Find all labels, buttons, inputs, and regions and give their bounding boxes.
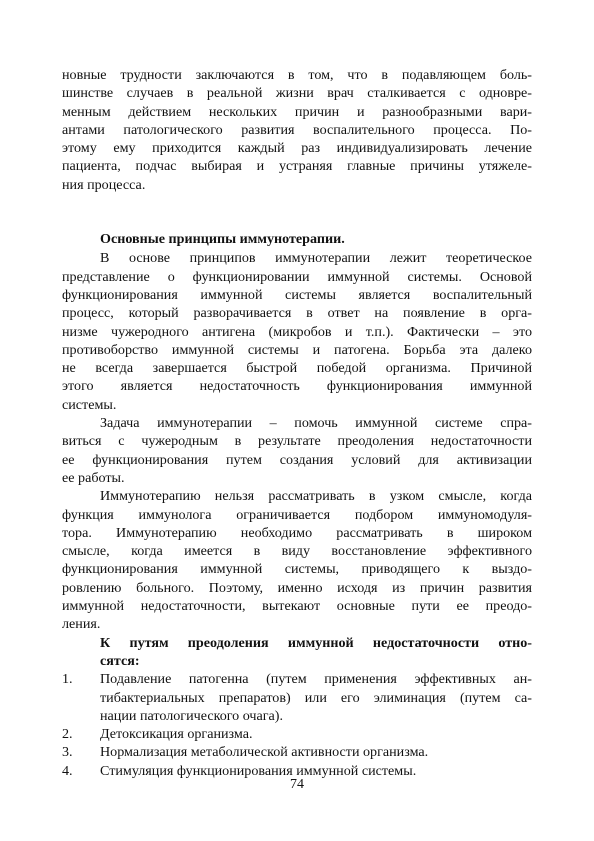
list-item-number: 2.: [62, 726, 73, 743]
text-line: представление о функционировании иммунной системы. Основой: [62, 268, 532, 285]
text-line: этому ему приходится каждый раз индивидуализировать лечение: [62, 140, 532, 157]
text-line: Нормализация метаболической активности организма.: [100, 744, 429, 761]
text-line: не всегда завершается быстрой победой организма. Причиной: [62, 360, 532, 377]
paragraph-immunotherapy: [62, 487, 532, 633]
text-line: Стимуляция функционирования иммунной системы.: [100, 762, 417, 779]
text-line: шинстве случаев в реальной жизни врач сталкивается с одновре-: [62, 85, 532, 102]
text-line: ния процесса.: [62, 176, 146, 193]
numbered-list: [62, 670, 532, 780]
text-line: ее функционирования путем создания условий для активизации: [62, 451, 532, 468]
text-line: ровлению больного. Поэтому, именно исходя из причин развития: [62, 579, 532, 596]
list-item: [62, 743, 532, 761]
text-line: виться с чужеродным в результате преодоления недостаточности: [62, 433, 532, 450]
text-line: Детоксикация организма.: [100, 726, 253, 743]
text-line: этого является недостаточность функционирования иммунной: [62, 378, 532, 395]
text-line: нации патологического очага).: [100, 707, 284, 724]
text-line: противоборство иммунной системы и патогена. Борьба эта далеко: [62, 341, 532, 358]
section-heading: Основные принципы иммунотерапии.: [100, 231, 345, 248]
list-item: [62, 670, 532, 725]
list-item-number: 3.: [62, 744, 73, 761]
paragraph-principles: [62, 249, 532, 414]
text-line: смысле, когда имеется в виду восстановление эффективного: [62, 543, 532, 560]
paragraph-task: [62, 414, 532, 487]
list-item: [62, 725, 532, 743]
text-line: антами патологического развития воспалительного процесса. По-: [62, 121, 532, 138]
text-line: тора. Иммунотерапию необходимо рассматривать в широком: [62, 524, 532, 541]
text-line: тибактериальных препаратов) или его элиминация (путем са-: [100, 689, 532, 706]
text-line: Подавление патогенна (путем применения эффективных ан-: [100, 671, 532, 688]
section-gap: [62, 194, 532, 230]
text-line: системы.: [62, 396, 117, 413]
text-line: Задача иммунотерапии – помочь иммунной системе спра-: [100, 415, 532, 432]
text-line: Иммунотерапию нельзя рассматривать в узком смысле, когда: [100, 488, 532, 505]
text-line: В основе принципов иммунотерапии лежит теоретическое: [100, 250, 532, 267]
text-line: иммунной недостаточности, вытекают основные пути ее преодо-: [62, 598, 532, 615]
page-content: [62, 66, 532, 780]
text-line: низме чужеродного антигена (микробов и т.п.). Фактически – это: [62, 323, 532, 340]
text-line: ления.: [62, 616, 101, 633]
list-heading: [62, 634, 532, 671]
list-item-number: 4.: [62, 762, 73, 779]
page-number: 74: [290, 777, 304, 792]
text-line: функция иммунолога ограничивается подбором иммуномодуля-: [62, 506, 532, 523]
text-line: менным действием нескольких причин и разнообразными вари-: [62, 103, 532, 120]
text-line: сятся:: [100, 652, 140, 669]
text-line: К путям преодоления иммунной недостаточности отно-: [100, 634, 532, 651]
text-line: новные трудности заключаются в том, что в подавляющем боль-: [62, 67, 532, 83]
text-line: функционирования иммунной системы является воспалительный: [62, 286, 532, 303]
list-item-number: 1.: [62, 671, 73, 688]
text-line: ее работы.: [62, 469, 125, 486]
text-line: пациента, подчас выбирая и устраняя главные причины утяжеле-: [62, 158, 532, 175]
paragraph-intro: [62, 66, 532, 194]
text-line: процесс, который разворачивается в ответ на появление в орга-: [62, 305, 532, 322]
text-line: функционирования иммунной системы, приводящего к выздо-: [62, 561, 532, 578]
